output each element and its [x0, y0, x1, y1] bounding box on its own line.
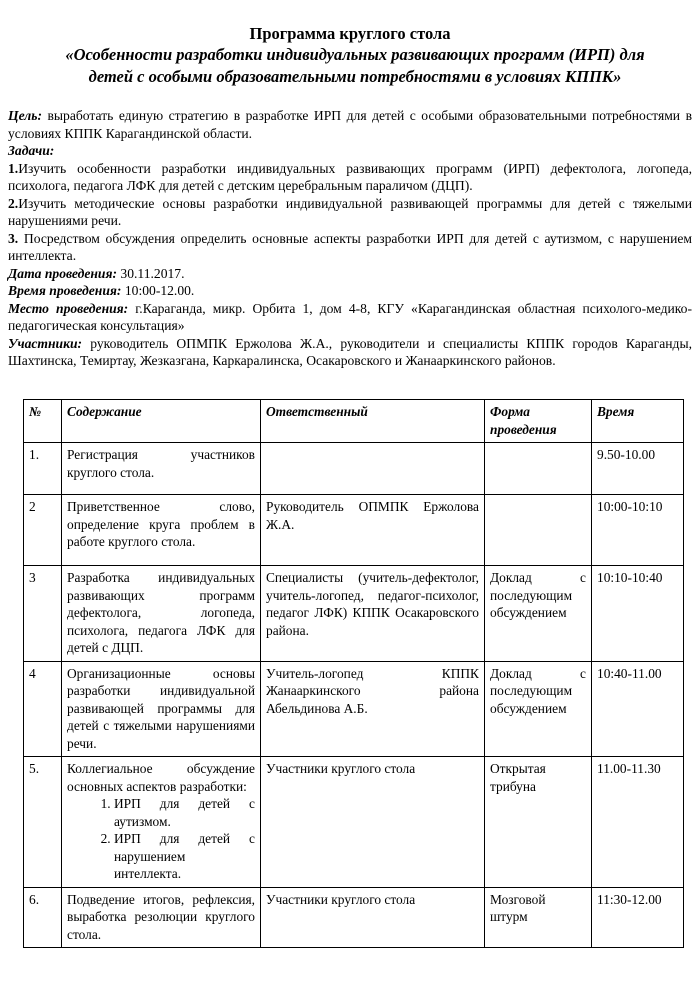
table-row: [24, 887, 684, 948]
task-text: Изучить методические основы разработки индивидуальной развивающей программы для детей с тяжелыми нарушениями речи.: [8, 195, 692, 228]
cell-num: 6.: [24, 887, 62, 948]
task-item: [8, 230, 692, 265]
header-form: Форма проведения: [485, 400, 592, 443]
place-line: [8, 300, 692, 335]
cell-time: 10:10-10:40: [592, 566, 684, 662]
date-label: Дата проведения:: [8, 265, 118, 281]
subtitle-line-2: детей с особыми образовательными потребностями в условиях КППК»: [88, 67, 622, 86]
task-text: Изучить особенности разработки индивидуальных развивающих программ (ИРП) дефектолога, логопеда, психолога, педагога ЛФК для детей с детским церебральным параличом (ДЦП).: [8, 160, 692, 193]
header-time: Время: [592, 400, 684, 443]
program-table: [23, 399, 684, 948]
cell-content: [62, 757, 261, 888]
cell-num: 3: [24, 566, 62, 662]
time-line: [8, 282, 692, 300]
list-item: 1. ИРП для детей с аутизмом.: [114, 795, 255, 830]
table-row: [24, 757, 684, 888]
task-text: Посредством обсуждения определить основные аспекты разработки ИРП для детей с аутизмом, с нарушением интеллекта.: [8, 230, 692, 263]
time-value: 10:00-12.00.: [121, 283, 195, 298]
header-num: №: [24, 400, 62, 443]
cell-time: 10:40-11.00: [592, 661, 684, 757]
participants-label: Участники:: [8, 335, 83, 351]
date-line: [8, 265, 692, 283]
table-row: [24, 566, 684, 662]
cell-form: [485, 443, 592, 495]
document-title: Программа круглого стола: [249, 24, 451, 43]
goal-paragraph: [8, 107, 692, 142]
task-item: [8, 195, 692, 230]
cell-content: Разработка индивидуальных развивающих программ дефектолога, логопеда, психолога, педагога ЛФК для детей с ДЦП.: [62, 566, 261, 662]
place-value: г.Караганда, микр. Орбита 1, дом 4-8, КГУ «Карагандинская областная психолого-медико-педагогическая консультация»: [8, 300, 692, 333]
cell-responsible: Участники круглого стола: [261, 757, 485, 888]
date-value: 30.11.2017.: [117, 265, 185, 281]
cell-num: 4: [24, 661, 62, 757]
cell-content: Подведение итогов, рефлексия, выработка резолюции круглого стола.: [62, 887, 261, 948]
cell-time: 10:00-10:10: [592, 495, 684, 566]
task-number: 3.: [8, 230, 19, 246]
task-number: 2.: [8, 195, 19, 211]
cell-responsible: Руководитель ОПМПК Ержолова Ж.А.: [261, 495, 485, 566]
header-responsible: Ответственный: [261, 400, 485, 443]
task-number: 1.: [8, 160, 19, 176]
task-item: [8, 160, 692, 195]
document-subtitle: [30, 44, 680, 88]
cell-time: 9.50-10.00: [592, 443, 684, 495]
subtitle-line-1: «Особенности разработки индивидуальных развивающих программ (ИРП) для: [65, 45, 645, 64]
header-content: Содержание: [62, 400, 261, 443]
cell-num: 5.: [24, 757, 62, 888]
intro-section: [8, 107, 692, 370]
cell-content-text: Коллегиальное обсуждение основных аспектов разработки:: [67, 761, 255, 794]
cell-time: 11:30-12.00: [592, 887, 684, 948]
cell-responsible: Учитель-логопед КППК Жанааркинского района Абельдинова А.Б.: [261, 661, 485, 757]
participants-value: руководитель ОПМПК Ержолова Ж.А., руководители и специалисты КППК городов Караганды, Шахтинска, Темиртау, Жезказгана, Каркаралинска, Осакаровского и Жанааркинского районов.: [8, 335, 692, 368]
cell-content: Регистрация участников круглого стола.: [62, 443, 261, 495]
cell-form: Доклад с последующим обсуждением: [485, 566, 592, 662]
goal-text: выработать единую стратегию в разработке ИРП для детей с особыми образовательными потребностями в условиях КППК Карагандинской области.: [8, 108, 692, 141]
list-item: 2. ИРП для детей с нарушением интеллекта.: [114, 830, 255, 883]
cell-responsible: Специалисты (учитель-дефектолог, учитель-логопед, педагог-психолог, педагог ЛФК) КППК Осакаровского района.: [261, 566, 485, 662]
cell-form: [485, 495, 592, 566]
tasks-label: Задачи:: [8, 143, 55, 158]
cell-content: Организационные основы разработки индивидуальной развивающей программы для детей с тяжелыми нарушениями речи.: [62, 661, 261, 757]
cell-form: Мозговой штурм: [485, 887, 592, 948]
goal-label: Цель:: [8, 108, 42, 123]
time-label: Время проведения:: [8, 283, 122, 298]
cell-form: Открытая трибуна: [485, 757, 592, 888]
table-header-row: [24, 400, 684, 443]
cell-num: 1.: [24, 443, 62, 495]
table-row: [24, 661, 684, 757]
participants-line: [8, 335, 692, 370]
cell-time: 11.00-11.30: [592, 757, 684, 888]
table-row: [24, 443, 684, 495]
place-label: Место проведения:: [8, 300, 129, 316]
table-row: [24, 495, 684, 566]
cell-content: Приветственное слово, определение круга проблем в работе круглого стола.: [62, 495, 261, 566]
tasks-heading: [8, 142, 692, 160]
sub-list: [67, 795, 255, 883]
cell-num: 2: [24, 495, 62, 566]
cell-responsible: Участники круглого стола: [261, 887, 485, 948]
cell-responsible: [261, 443, 485, 495]
cell-form: Доклад с последующим обсуждением: [485, 661, 592, 757]
